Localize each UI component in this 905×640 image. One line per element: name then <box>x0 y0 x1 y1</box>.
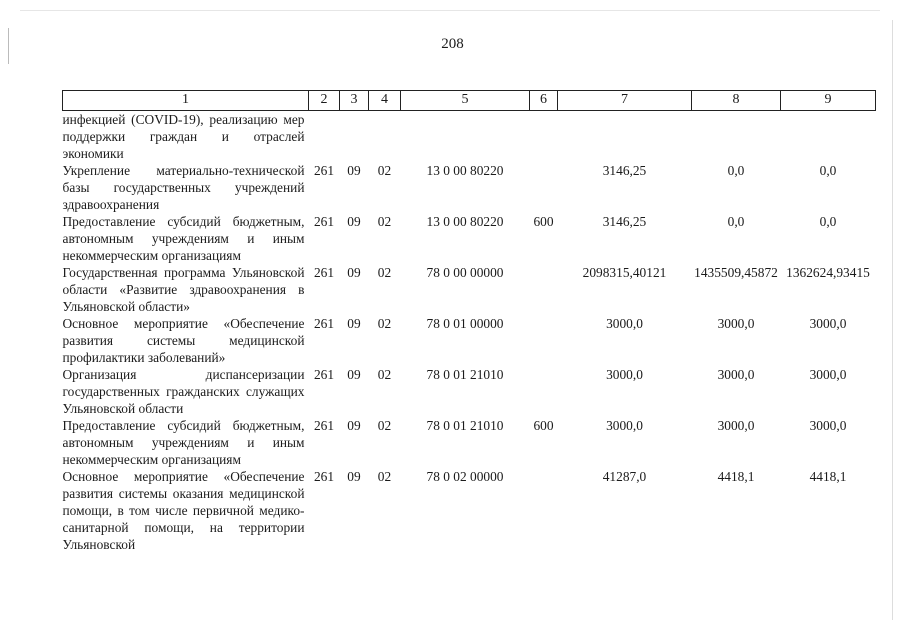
cell-expense-type <box>530 264 558 315</box>
cell-expense-type: 600 <box>533 418 554 433</box>
cell-ministry-code: 261 <box>313 367 335 382</box>
cell-ministry-code: 261 <box>313 265 335 280</box>
column-number: 3 <box>340 91 369 111</box>
cell-section <box>340 111 369 163</box>
cell-subsection: 02 <box>377 316 392 331</box>
cell-amount-col9: 4418,1 <box>809 469 847 484</box>
cell-section: 09 <box>347 367 361 382</box>
scan-edge-right <box>892 20 893 620</box>
cell-amount-col7: 3000,0 <box>606 316 643 331</box>
cell-amount-col8 <box>692 111 781 163</box>
cell-subsection: 02 <box>377 265 392 280</box>
cell-amount-col7: 3000,0 <box>606 367 643 382</box>
row-description: Предоставление субсидий бюджетным, автономным учреждениям и иным некоммерческим организациям <box>62 214 305 263</box>
column-number: 2 <box>309 91 340 111</box>
cell-target-article: 13 0 00 80220 <box>426 163 504 178</box>
cell-section: 09 <box>347 316 361 331</box>
cell-subsection: 02 <box>377 214 392 229</box>
cell-section: 09 <box>347 214 361 229</box>
cell-subsection: 02 <box>377 469 392 484</box>
cell-amount-col9: 3000,0 <box>809 367 847 382</box>
cell-section: 09 <box>347 265 361 280</box>
cell-target-article: 78 0 01 21010 <box>426 418 504 433</box>
cell-amount-col8: 3000,0 <box>717 367 755 382</box>
row-description: Предоставление субсидий бюджетным, автономным учреждениям и иным некоммерческим организациям <box>62 418 305 467</box>
cell-subsection: 02 <box>377 367 392 382</box>
cell-section: 09 <box>347 418 361 433</box>
table-row <box>63 366 876 417</box>
cell-expense-type <box>530 162 558 213</box>
cell-amount-col7: 2098315,40121 <box>582 265 667 280</box>
cell-expense-type <box>530 468 558 553</box>
cell-amount-col8: 0,0 <box>727 163 745 178</box>
cell-amount-col7 <box>558 111 692 163</box>
row-description: инфекцией (COVID-19), реализацию мер поддержки граждан и отраслей экономики <box>62 112 305 161</box>
cell-subsection: 02 <box>377 163 392 178</box>
column-number: 1 <box>63 91 309 111</box>
column-number: 4 <box>369 91 401 111</box>
cell-amount-col8: 4418,1 <box>717 469 755 484</box>
cell-expense-type <box>530 111 558 163</box>
cell-amount-col9: 0,0 <box>819 163 837 178</box>
scan-edge-top <box>20 10 880 11</box>
cell-ministry-code: 261 <box>313 163 335 178</box>
cell-target-article: 78 0 01 00000 <box>426 316 504 331</box>
cell-target-article: 13 0 00 80220 <box>426 214 504 229</box>
cell-amount-col9: 3000,0 <box>809 316 847 331</box>
table-row <box>63 111 876 163</box>
cell-subsection: 02 <box>377 418 392 433</box>
row-description: Укрепление материально-технической базы государственных учреждений здравоохранения <box>62 163 305 212</box>
cell-expense-type <box>530 366 558 417</box>
column-number: 5 <box>401 91 530 111</box>
cell-section: 09 <box>347 469 361 484</box>
cell-amount-col9: 3000,0 <box>809 418 847 433</box>
cell-expense-type <box>530 315 558 366</box>
cell-amount-col9 <box>781 111 876 163</box>
table-row <box>63 213 876 264</box>
budget-table <box>62 90 876 553</box>
cell-amount-col9: 0,0 <box>819 214 837 229</box>
column-number: 9 <box>781 91 876 111</box>
table-row <box>63 264 876 315</box>
cell-ministry-code: 261 <box>313 418 335 433</box>
cell-target-article: 78 0 02 00000 <box>426 469 504 484</box>
cell-target-article: 78 0 00 00000 <box>426 265 504 280</box>
cell-amount-col7: 3000,0 <box>606 418 643 433</box>
cell-ministry-code: 261 <box>313 316 335 331</box>
cell-ministry-code: 261 <box>313 469 335 484</box>
cell-expense-type: 600 <box>533 214 554 229</box>
row-description: Организация диспансеризации государственных гражданских служащих Ульяновской области <box>62 367 305 416</box>
table-row <box>63 315 876 366</box>
cell-subsection <box>369 111 401 163</box>
cell-amount-col8: 0,0 <box>727 214 745 229</box>
row-description: Основное мероприятие «Обеспечение развития системы оказания медицинской помощи, в том числе первичной медико-санитарной помощи, на территории Ульяновской <box>62 469 305 552</box>
cell-amount-col8: 3000,0 <box>717 418 755 433</box>
cell-amount-col7: 3146,25 <box>602 163 647 178</box>
column-number-row <box>63 91 876 111</box>
cell-target-article: 78 0 01 21010 <box>426 367 504 382</box>
cell-amount-col7: 3146,25 <box>602 214 647 229</box>
column-number: 7 <box>558 91 692 111</box>
cell-section: 09 <box>347 163 361 178</box>
cell-amount-col8: 1435509,45872 <box>694 265 778 280</box>
page-number: 208 <box>441 36 464 52</box>
column-number: 8 <box>692 91 781 111</box>
table-row <box>63 162 876 213</box>
cell-ministry-code <box>309 111 340 163</box>
row-description: Государственная программа Ульяновской области «Развитие здравоохранения в Ульяновской области» <box>62 265 305 314</box>
cell-amount-col8: 3000,0 <box>717 316 755 331</box>
cell-amount-col7: 41287,0 <box>602 469 647 484</box>
cell-target-article <box>401 111 530 163</box>
row-description: Основное мероприятие «Обеспечение развития системы медицинской профилактики заболеваний» <box>62 316 305 365</box>
cell-ministry-code: 261 <box>313 214 335 229</box>
column-number: 6 <box>530 91 558 111</box>
table-row <box>63 417 876 468</box>
cell-amount-col9: 1362624,93415 <box>786 265 870 280</box>
table-row <box>63 468 876 553</box>
